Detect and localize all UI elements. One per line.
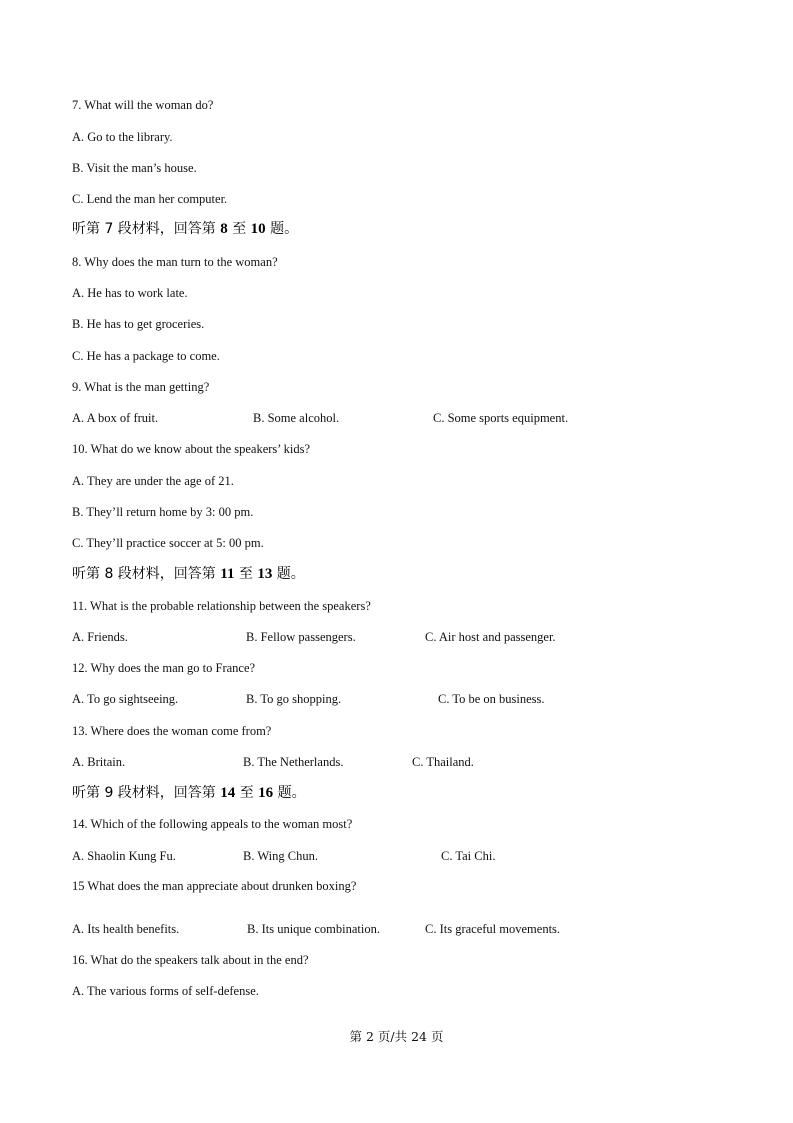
section-heading-9: 听第 9 段材料，回答第 14 至 16 题。: [72, 785, 306, 801]
option-14a: A. Shaolin Kung Fu.: [72, 849, 176, 863]
page-number-footer: 第 2 页/共 24 页: [349, 1029, 444, 1044]
option-13a: A. Britain.: [72, 755, 126, 769]
option-11a: A. Friends.: [72, 630, 128, 644]
question-11: 11. What is the probable relationship between the speakers?: [72, 599, 371, 613]
option-10a: A. They are under the age of 21.: [72, 474, 234, 488]
option-15a: A. Its health benefits.: [72, 922, 180, 936]
question-8: 8. Why does the man turn to the woman?: [72, 255, 278, 269]
option-7c: C. Lend the man her computer.: [72, 192, 228, 206]
option-15b: B. Its unique combination.: [247, 922, 380, 936]
question-13: 13. Where does the woman come from?: [72, 724, 272, 738]
option-12c: C. To be on business.: [438, 692, 545, 706]
option-10b: B. They’ll return home by 3: 00 pm.: [72, 505, 254, 519]
option-8c: C. He has a package to come.: [72, 349, 220, 363]
question-10: 10. What do we know about the speakers’ kids?: [72, 442, 311, 456]
option-7b: B. Visit the man’s house.: [72, 161, 197, 175]
option-14c: C. Tai Chi.: [441, 849, 496, 863]
option-12a: A. To go sightseeing.: [72, 692, 179, 706]
option-11c: C. Air host and passenger.: [425, 630, 556, 644]
question-15: 15 What does the man appreciate about drunken boxing?: [72, 879, 357, 893]
section-heading-7: 听第 7 段材料，回答第 8 至 10 题。: [72, 221, 299, 237]
option-11b: B. Fellow passengers.: [246, 630, 356, 644]
option-12b: B. To go shopping.: [246, 692, 342, 706]
option-13c: C. Thailand.: [412, 755, 474, 769]
option-8b: B. He has to get groceries.: [72, 317, 205, 331]
question-7: 7. What will the woman do?: [72, 98, 214, 112]
option-9c: C. Some sports equipment.: [433, 411, 569, 425]
question-14: 14. Which of the following appeals to the woman most?: [72, 817, 353, 831]
option-7a: A. Go to the library.: [72, 130, 173, 144]
option-15c: C. Its graceful movements.: [425, 922, 561, 936]
section-heading-8: 听第 8 段材料，回答第 11 至 13 题。: [72, 566, 305, 582]
option-13b: B. The Netherlands.: [243, 755, 344, 769]
question-12: 12. Why does the man go to France?: [72, 661, 256, 675]
option-16a: A. The various forms of self-defense.: [72, 984, 259, 998]
option-9a: A. A box of fruit.: [72, 411, 159, 425]
option-9b: B. Some alcohol.: [253, 411, 340, 425]
option-10c: C. They’ll practice soccer at 5: 00 pm.: [72, 536, 264, 550]
option-14b: B. Wing Chun.: [243, 849, 318, 863]
question-16: 16. What do the speakers talk about in the end?: [72, 953, 309, 967]
option-8a: A. He has to work late.: [72, 286, 188, 300]
question-9: 9. What is the man getting?: [72, 380, 210, 394]
